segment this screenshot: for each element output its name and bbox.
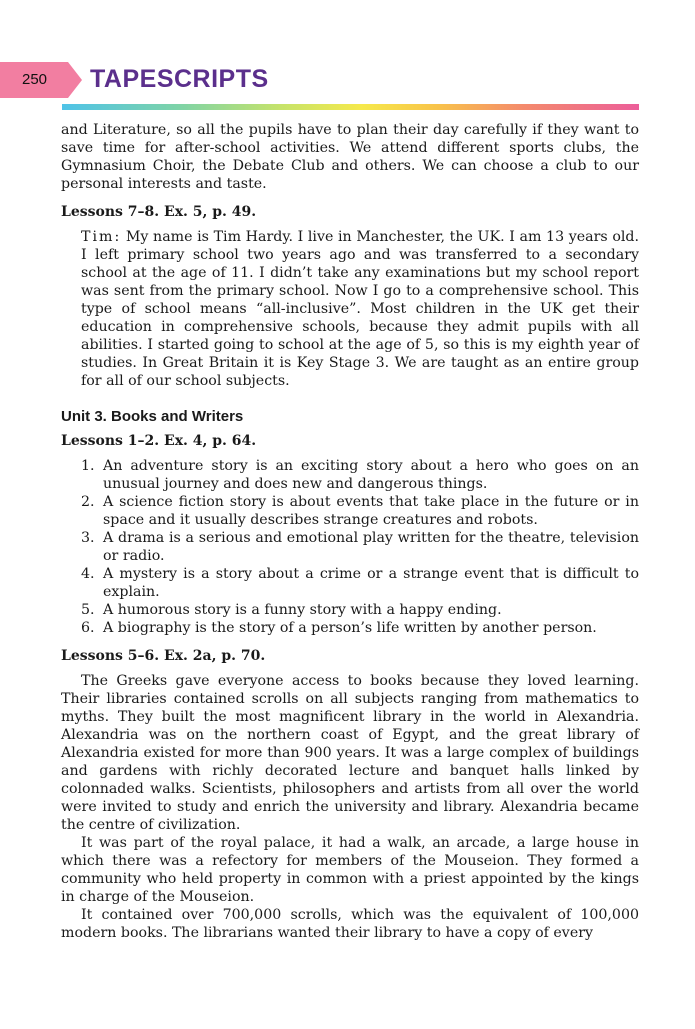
unit-heading: Unit 3. Books and Writers [61,408,244,425]
list-item: 3. A drama is a serious and emotional play written for the theatre, television or radio. [81,530,639,564]
body-paragraph: It contained over 700,000 scrolls, which was the equivalent of 100,000 modern books. The librarians wanted their library to have a copy of every [61,907,639,941]
list-item: 1. An adventure story is an exciting story about a hero who goes on an unusual journey and does new and dangerous things. [81,458,639,492]
list-item: 5. A humorous story is a funny story with a happy ending. [81,602,502,618]
body-paragraph: The Greeks gave everyone access to books because they loved learning. Their libraries contained scrolls on all subjects ranging from mathematics to myths. They built the most magnificent library in the world in Alexandria. Alexandria was on the northern coast of Egypt, and the great library of Alexandria existed for more than 900 years. It was a large complex of buildings and gardens with richly decorated lecture and banquet halls linked by colonnaded walks. Scientists, philosophers and artists from all over the world were invited to study and enrich the university and library. Alexandria became the centre of civilization. [61,673,639,833]
body-paragraph: It was part of the royal palace, it had a walk, an arcade, a large house in which there was a refectory for members of the Mouseion. They formed a community who held property in common with a priest appointed by the kings in charge of the Mouseion. [61,835,639,905]
speaker-label: Tim: [81,229,122,245]
list-item: 4. A mystery is a story about a crime or a strange event that is difficult to explain. [81,566,639,600]
list-item: 6. A biography is the story of a person’s life written by another person. [81,620,597,636]
story-types-list [61,457,639,637]
intro-paragraph: and Literature, so all the pupils have to plan their day carefully if they want to save time for after-school activities. We attend different sports clubs, the Gymnasium Choir, the Debate Club and others. We can choose a club to our personal interests and taste. [61,122,639,192]
page-body [61,121,639,942]
lesson-heading-1: Lessons 7–8. Ex. 5, p. 49. [61,204,257,220]
lesson-heading-3: Lessons 5–6. Ex. 2a, p. 70. [61,648,266,664]
page-number: 250 [22,71,48,88]
page-header [0,62,695,102]
dialogue-text: My name is Tim Hardy. I live in Manchester, the UK. I am 13 years old. I left primary school two years ago and was transferred to a secondary school at the age of 11. I didn’t take any examinations but my school report was sent from the primary school. Now I go to a comprehensive school. This type of school means “all-inclusive”. Most children in the UK get their education in comprehensive schools, because they admit pupils with all abilities. I started going to school at the age of 5, so this is my eighth year of studies. In Great Britain it is Key Stage 3. We are taught as an entire group for all of our school subjects. [81,229,639,389]
rainbow-divider [62,104,639,110]
dialogue-paragraph [61,228,639,390]
lesson-heading-2: Lessons 1–2. Ex. 4, p. 64. [61,433,257,449]
list-item: 2. A science fiction story is about events that take place in the future or in space and it usually describes strange creatures and robots. [81,494,639,528]
page-title: TAPESCRIPTS [90,65,269,93]
